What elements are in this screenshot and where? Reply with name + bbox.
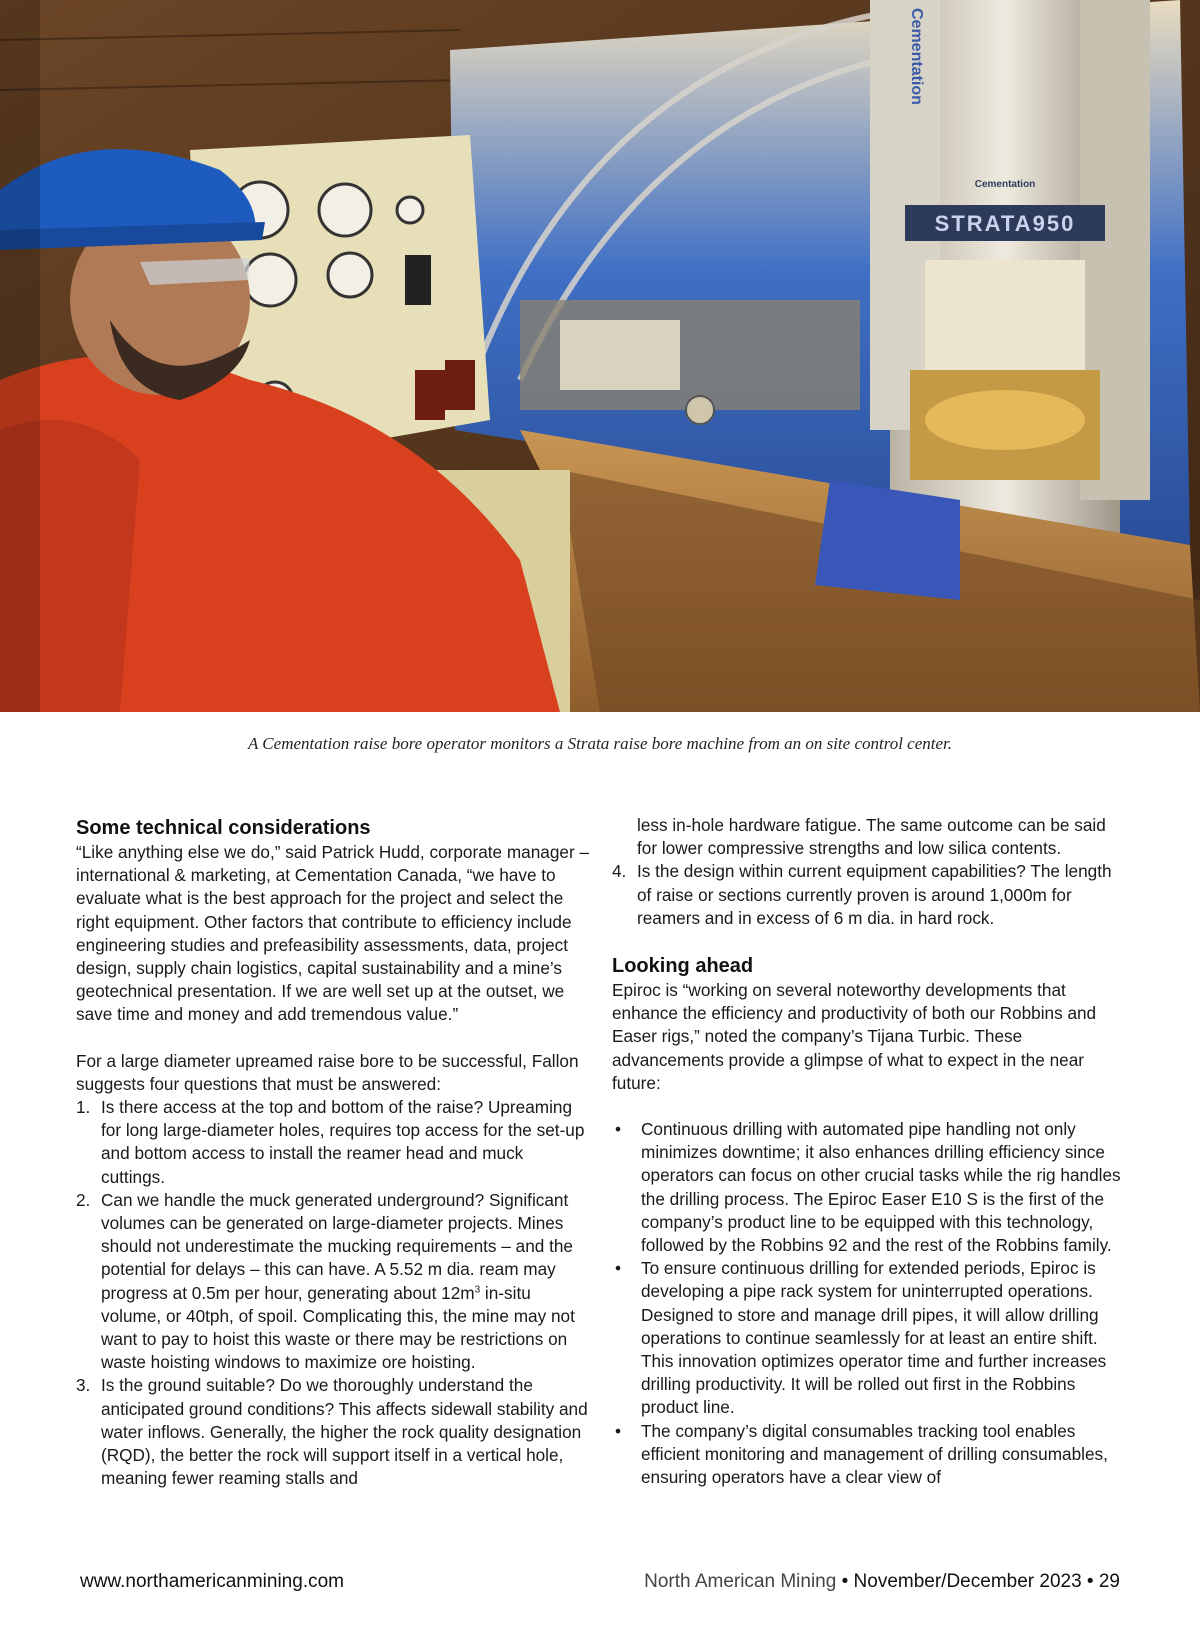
list-item [76,1189,591,1375]
section-heading-technical: Some technical considerations [76,817,371,839]
issue-and-page: • November/December 2023 • 29 [841,1571,1120,1592]
questions-list-continued [612,860,1124,930]
spacer [612,1095,1124,1118]
bullet-text: To ensure continuous drilling for extended periods, Epiroc is developing a pipe rack system for uninterrupted operations. Designed to store and manage drill pipes, it will allow drilling operations to continue seamlessly for at least an entire shift. This innovation optimizes operator time and further increases drilling productivity. It will be rolled out first in the Robbins product line. [641,1258,1107,1418]
list-number: 2. [76,1189,91,1210]
spacer [612,930,1124,953]
publication-name: North American Mining [644,1571,837,1592]
spacer [76,1027,591,1050]
section-heading-looking-ahead: Looking ahead [612,955,754,978]
machine-brand-vertical: Cementation [908,8,925,105]
list-continuation: less in-hole hardware fatigue. The same outcome can be said for lower compressive strengths and low silica contents. [637,815,1106,859]
machine-brand-plate: Cementation [974,179,1036,190]
list-item-text-cont: in-situ volume, or 40tph, of spoil. Complicating this, the mine may not want to pay to hoist this waste or there may be restrictions on waste hoisting windows to maximize ore hoisting. [101,1282,575,1373]
footer-website[interactable]: www.northamericanmining.com [80,1571,344,1592]
bullet-text: Continuous drilling with automated pipe handling not only minimizes downtime; it also enhances drilling efficiency since operators can focus on other crucial tasks while the rig handles the drilling process. The Epiroc Easer E10 S is the first of the company’s product line to be equipped with this technology, followed by the Robbins 92 and the rest of the Robbins family. [641,1119,1121,1256]
list-item-text: Can we handle the muck generated underground? Significant volumes can be generated on large-diameter projects. Mines should not underestimate the mucking requirements – and the potential for delays – this can have. A 5.52 m dia. ream may progress at 0.5m per hour, generating about 12m [101,1189,573,1303]
list-item [76,1096,591,1189]
bullet-text: The company’s digital consumables tracking tool enables efficient monitoring and management of drilling consumables, ensuring operators have a clear view of [641,1420,1108,1488]
list-item-text: Is there access at the top and bottom of the raise? Upreaming for long large-diameter holes, requires top access for the set-up and bottom access to install the reamer head and muck cuttings. [101,1097,585,1187]
list-item [612,860,1124,930]
bullet-symbol: • [615,1119,622,1140]
list-item-text: Is the ground suitable? Do we thoroughly understand the anticipated ground conditions? This affects sidewall stability and water inflows. Generally, the higher the rock quality designation (RQD), the better the rock will support itself in a vertical hole, meaning fewer reaming stalls and [101,1375,588,1489]
bullet-symbol: • [615,1258,622,1279]
list-number: 1. [76,1097,91,1118]
hero-photo [0,0,1200,712]
epiroc-paragraph: Epiroc is “working on several noteworthy developments that enhance the efficiency and productivity of both our Robbins and Easer rigs,” noted the company’s Tijana Turbic. These advancements provide a glimpse of what to expect in the near future: [612,980,1097,1093]
machine-label: STRATA950 [934,211,1076,236]
bullet-symbol: • [615,1420,622,1441]
superscript: 3 [474,1283,481,1295]
right-column [612,814,1124,1489]
developments-list [612,1118,1124,1489]
quote-paragraph: “Like anything else we do,” said Patrick Hudd, corporate manager – international & marketing, at Cementation Canada, “we have to evaluate what is the best approach for the project and select the right equipment. Other factors that contribute to efficiency include engineering studies and prefeasibility assessments, data, project design, supply chain logistics, capital sustainability and a mine’s geotechnical presentation. If we are well set up at the outset, we save time and money and add tremendous value.” [76,842,590,1025]
bullet-item [612,1257,1124,1419]
footer-publication-info [644,1571,1120,1593]
left-column [76,815,591,1490]
list-item-text: Is the design within current equipment capabilities? The length of raise or sections currently proven is around 1,000m for reamers and in excess of 6 m dia. in hard rock. [637,861,1112,928]
list-number: 4. [612,861,627,882]
control-room-illustration [0,0,1200,712]
list-number: 3. [76,1375,91,1396]
photo-caption: A Cementation raise bore operator monitors a Strata raise bore machine from an on site control center. [247,734,953,753]
bullet-item [612,1118,1124,1257]
bullet-item [612,1420,1124,1490]
intro-paragraph: For a large diameter upreamed raise bore to be successful, Fallon suggests four questions that must be answered: [76,1050,579,1094]
questions-list [76,1096,591,1490]
list-item [76,1374,591,1490]
